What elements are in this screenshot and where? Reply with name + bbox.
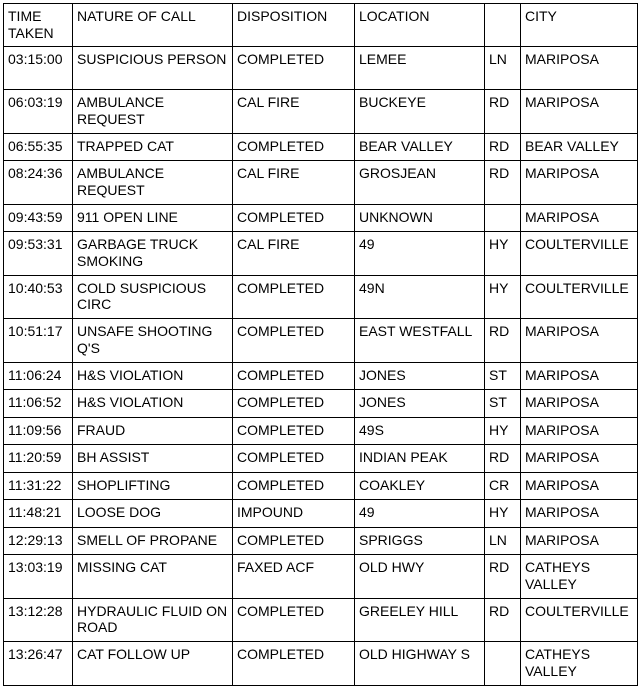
- cell-time-taken: 13:26:47: [4, 642, 73, 686]
- table-row: [4, 598, 638, 642]
- cell-location: COAKLEY: [355, 472, 485, 500]
- cell-city: MARIPOSA: [521, 204, 638, 232]
- cell-street-suffix: RD: [485, 90, 521, 134]
- cell-street-suffix: RD: [485, 319, 521, 363]
- cell-disposition: COMPLETED: [233, 417, 355, 445]
- cell-location: JONES: [355, 362, 485, 390]
- cell-time-taken: 11:31:22: [4, 472, 73, 500]
- cell-disposition: COMPLETED: [233, 319, 355, 363]
- table-row: [4, 417, 638, 445]
- cell-street-suffix: [485, 204, 521, 232]
- cell-city: MARIPOSA: [521, 417, 638, 445]
- cell-disposition: FAXED ACF: [233, 555, 355, 599]
- table-row: [4, 527, 638, 555]
- cell-location: OLD HIGHWAY S: [355, 642, 485, 686]
- cell-city: COULTERVILLE: [521, 275, 638, 319]
- cell-nature-of-call: HYDRAULIC FLUID ON ROAD: [73, 598, 233, 642]
- cell-nature-of-call: TRAPPED CAT: [73, 133, 233, 161]
- cell-disposition: COMPLETED: [233, 642, 355, 686]
- cell-location: 49: [355, 232, 485, 276]
- cell-disposition: COMPLETED: [233, 472, 355, 500]
- column-header-street-suffix: [485, 4, 521, 47]
- cell-location: JONES: [355, 390, 485, 418]
- cell-time-taken: 09:43:59: [4, 204, 73, 232]
- table-row: [4, 472, 638, 500]
- table-row: [4, 319, 638, 363]
- cell-disposition: CAL FIRE: [233, 90, 355, 134]
- cell-time-taken: 08:24:36: [4, 161, 73, 205]
- cell-location: 49S: [355, 417, 485, 445]
- cell-city: MARIPOSA: [521, 319, 638, 363]
- cell-city: MARIPOSA: [521, 47, 638, 90]
- cell-disposition: COMPLETED: [233, 598, 355, 642]
- cell-city: MARIPOSA: [521, 472, 638, 500]
- table-row: [4, 133, 638, 161]
- header-row: [4, 4, 638, 47]
- cell-nature-of-call: AMBULANCE REQUEST: [73, 90, 233, 134]
- table-row: [4, 47, 638, 90]
- cell-street-suffix: ST: [485, 390, 521, 418]
- cell-nature-of-call: UNSAFE SHOOTING Q'S: [73, 319, 233, 363]
- column-header-time-taken: TIME TAKEN: [4, 4, 73, 47]
- cell-location: BUCKEYE: [355, 90, 485, 134]
- cell-location: 49: [355, 500, 485, 528]
- cell-time-taken: 11:09:56: [4, 417, 73, 445]
- table-row: [4, 362, 638, 390]
- cell-city: MARIPOSA: [521, 362, 638, 390]
- cell-street-suffix: RD: [485, 133, 521, 161]
- cell-disposition: COMPLETED: [233, 390, 355, 418]
- cell-location: GREELEY HILL: [355, 598, 485, 642]
- cell-location: GROSJEAN: [355, 161, 485, 205]
- cell-location: BEAR VALLEY: [355, 133, 485, 161]
- cell-city: MARIPOSA: [521, 527, 638, 555]
- cell-street-suffix: ST: [485, 362, 521, 390]
- cell-time-taken: 11:20:59: [4, 445, 73, 473]
- cell-nature-of-call: SUSPICIOUS PERSON: [73, 47, 233, 90]
- cell-time-taken: 06:03:19: [4, 90, 73, 134]
- cell-nature-of-call: AMBULANCE REQUEST: [73, 161, 233, 205]
- cell-city: COULTERVILLE: [521, 232, 638, 276]
- cell-disposition: CAL FIRE: [233, 232, 355, 276]
- column-header-disposition: DISPOSITION: [233, 4, 355, 47]
- cell-time-taken: 12:29:13: [4, 527, 73, 555]
- cell-street-suffix: RD: [485, 445, 521, 473]
- cell-location: UNKNOWN: [355, 204, 485, 232]
- table-row: [4, 161, 638, 205]
- cell-street-suffix: HY: [485, 275, 521, 319]
- cell-city: MARIPOSA: [521, 390, 638, 418]
- cell-time-taken: 11:06:52: [4, 390, 73, 418]
- cell-disposition: CAL FIRE: [233, 161, 355, 205]
- cell-time-taken: 06:55:35: [4, 133, 73, 161]
- cell-disposition: COMPLETED: [233, 47, 355, 90]
- cell-time-taken: 11:06:24: [4, 362, 73, 390]
- cell-location: EAST WESTFALL: [355, 319, 485, 363]
- cell-time-taken: 10:51:17: [4, 319, 73, 363]
- cell-time-taken: 03:15:00: [4, 47, 73, 90]
- table-row: [4, 232, 638, 276]
- cell-nature-of-call: SHOPLIFTING: [73, 472, 233, 500]
- cell-nature-of-call: BH ASSIST: [73, 445, 233, 473]
- table-row: [4, 642, 638, 686]
- cell-city: MARIPOSA: [521, 90, 638, 134]
- cell-street-suffix: [485, 642, 521, 686]
- cell-street-suffix: RD: [485, 161, 521, 205]
- cell-location: OLD HWY: [355, 555, 485, 599]
- cell-street-suffix: CR: [485, 472, 521, 500]
- table-row: [4, 500, 638, 528]
- cell-disposition: COMPLETED: [233, 445, 355, 473]
- cell-nature-of-call: FRAUD: [73, 417, 233, 445]
- cell-time-taken: 13:03:19: [4, 555, 73, 599]
- cell-location: INDIAN PEAK: [355, 445, 485, 473]
- cell-nature-of-call: H&S VIOLATION: [73, 362, 233, 390]
- table-row: [4, 555, 638, 599]
- cell-disposition: COMPLETED: [233, 362, 355, 390]
- cell-nature-of-call: COLD SUSPICIOUS CIRC: [73, 275, 233, 319]
- cell-nature-of-call: MISSING CAT: [73, 555, 233, 599]
- table-row: [4, 275, 638, 319]
- cell-location: SPRIGGS: [355, 527, 485, 555]
- column-header-city: CITY: [521, 4, 638, 47]
- cell-city: BEAR VALLEY: [521, 133, 638, 161]
- cell-nature-of-call: LOOSE DOG: [73, 500, 233, 528]
- cell-disposition: COMPLETED: [233, 527, 355, 555]
- table-row: [4, 90, 638, 134]
- cell-nature-of-call: SMELL OF PROPANE: [73, 527, 233, 555]
- call-log-body: [4, 4, 638, 686]
- cell-street-suffix: HY: [485, 417, 521, 445]
- call-log-table: [3, 3, 638, 686]
- cell-city: MARIPOSA: [521, 500, 638, 528]
- cell-nature-of-call: CAT FOLLOW UP: [73, 642, 233, 686]
- cell-disposition: COMPLETED: [233, 204, 355, 232]
- table-row: [4, 390, 638, 418]
- cell-time-taken: 11:48:21: [4, 500, 73, 528]
- table-row: [4, 445, 638, 473]
- cell-disposition: COMPLETED: [233, 275, 355, 319]
- cell-location: LEMEE: [355, 47, 485, 90]
- cell-city: MARIPOSA: [521, 445, 638, 473]
- cell-street-suffix: LN: [485, 527, 521, 555]
- cell-street-suffix: RD: [485, 598, 521, 642]
- cell-time-taken: 10:40:53: [4, 275, 73, 319]
- cell-city: CATHEYS VALLEY: [521, 555, 638, 599]
- cell-nature-of-call: 911 OPEN LINE: [73, 204, 233, 232]
- column-header-nature-of-call: NATURE OF CALL: [73, 4, 233, 47]
- cell-street-suffix: HY: [485, 500, 521, 528]
- cell-street-suffix: RD: [485, 555, 521, 599]
- cell-street-suffix: LN: [485, 47, 521, 90]
- cell-disposition: COMPLETED: [233, 133, 355, 161]
- cell-street-suffix: HY: [485, 232, 521, 276]
- table-row: [4, 204, 638, 232]
- cell-nature-of-call: GARBAGE TRUCK SMOKING: [73, 232, 233, 276]
- cell-city: CATHEYS VALLEY: [521, 642, 638, 686]
- cell-time-taken: 09:53:31: [4, 232, 73, 276]
- cell-time-taken: 13:12:28: [4, 598, 73, 642]
- cell-disposition: IMPOUND: [233, 500, 355, 528]
- cell-nature-of-call: H&S VIOLATION: [73, 390, 233, 418]
- cell-location: 49N: [355, 275, 485, 319]
- column-header-location: LOCATION: [355, 4, 485, 47]
- cell-city: MARIPOSA: [521, 161, 638, 205]
- cell-city: COULTERVILLE: [521, 598, 638, 642]
